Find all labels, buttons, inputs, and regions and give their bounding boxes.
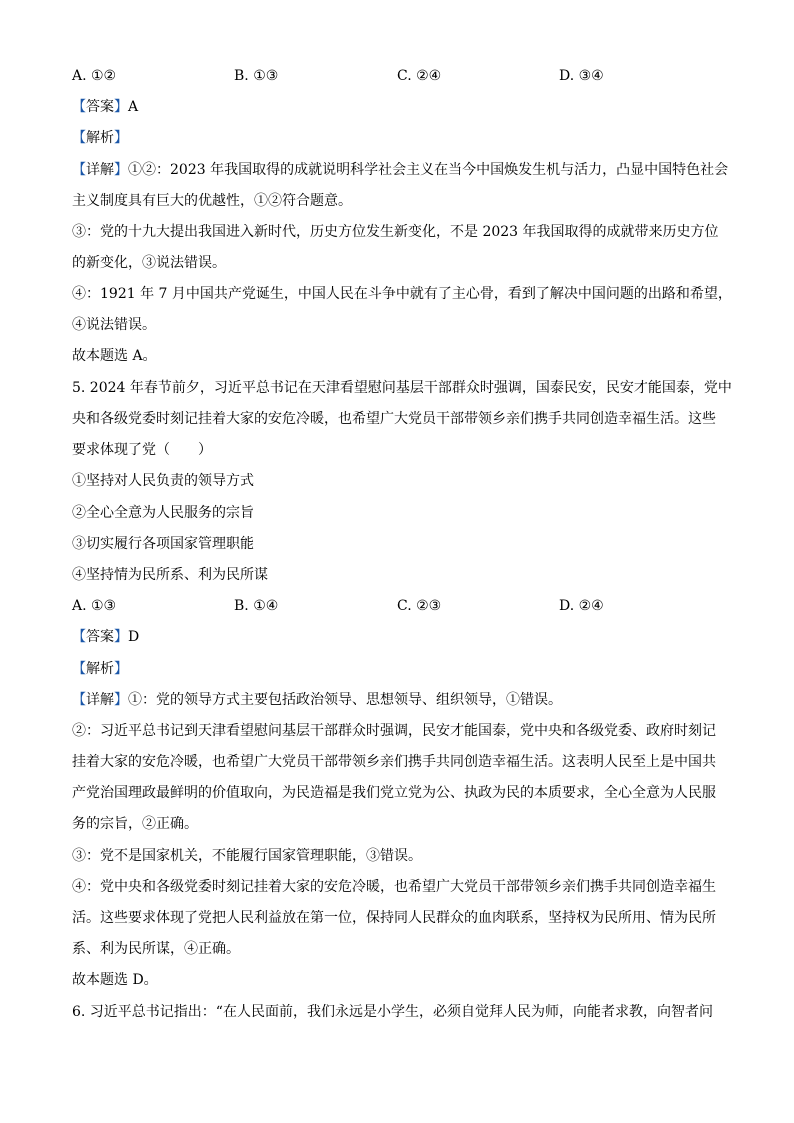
q5-statement: ①坚持对人民负责的领导方式 [72, 473, 254, 489]
q4-option-b: B. ①③ [234, 68, 279, 84]
q5-detail-line: 挂着大家的安危冷暖，也希望广大党员干部带领乡亲们携手共同创造幸福生活。这表明人民至上是中国共 [72, 754, 716, 770]
q4-option-c: C. ②④ [397, 68, 442, 84]
q5-detail-line: 产党治国理政最鲜明的价值取向，为民造福是我们党立党为公、执政为民的本质要求，全心全意为人民服 [72, 785, 716, 801]
q5-stem-line: 央和各级党委时刻记挂着大家的安危冷暖，也希望广大党员干部带领乡亲们携手共同创造幸福生活。这些 [72, 411, 716, 427]
q5-detail-line: 活。这些要求体现了党把人民利益放在第一位，保持同人民群众的血肉联系，坚持权为民所用、情为民所 [72, 910, 716, 926]
q4-options [72, 66, 732, 86]
q4-detail-line: 主义制度具有巨大的优越性，①②符合题意。 [72, 193, 352, 209]
q5-conclusion: 故本题选 D。 [72, 972, 158, 988]
answer-value: A [128, 99, 139, 115]
q5-detail-line: ③：党不是国家机关，不能履行国家管理职能，③错误。 [72, 848, 422, 864]
q5-option-b: B. ①④ [234, 598, 279, 614]
q5-option-a: A. ①③ [72, 598, 117, 614]
detail-label: 【详解】 [72, 162, 128, 178]
q4-option-d: D. ③④ [559, 68, 604, 84]
q5-option-c: C. ②③ [397, 598, 442, 614]
answer-label: 【答案】 [72, 629, 128, 645]
q5-analysis-label: 【解析】 [72, 661, 128, 677]
q4-detail-line: 的新变化，③说法错误。 [72, 255, 226, 271]
q4-analysis-label: 【解析】 [72, 130, 128, 146]
q5-detail-line: 系、利为民所谋，④正确。 [72, 941, 240, 957]
q5-statement: ④坚持情为民所系、利为民所谋 [72, 567, 268, 583]
q5-answer [72, 627, 732, 647]
q5-stem-line: 5. 2024 年春节前夕，习近平总书记在天津看望慰问基层干部群众时强调，国泰民安，民安才能国泰，党中 [72, 380, 732, 396]
q5-statement: ②全心全意为人民服务的宗旨 [72, 505, 254, 521]
q4-conclusion: 故本题选 A。 [72, 348, 157, 364]
q5-detail-line [72, 690, 732, 710]
q5-detail-line: 务的宗旨，②正确。 [72, 816, 198, 832]
q5-statement: ③切实履行各项国家管理职能 [72, 536, 254, 552]
q4-detail-line: ④说法错误。 [72, 317, 156, 333]
q4-option-a: A. ①② [72, 68, 117, 84]
q4-detail-line: ④：1921 年 7 月中国共产党诞生，中国人民在斗争中就有了主心骨，看到了解决中国问题的出路和希望， [72, 286, 732, 302]
q5-options [72, 596, 732, 616]
q6-stem-line: 6. 习近平总书记指出：“在人民面前，我们永远是小学生，必须自觉拜人民为师，向能者求教，向智者问 [72, 1004, 713, 1020]
answer-label: 【答案】 [72, 99, 128, 115]
answer-value: D [128, 629, 140, 645]
detail-text: ①②：2023 年我国取得的成就说明科学社会主义在当今中国焕发生机与活力，凸显中国特色社会 [128, 162, 729, 178]
detail-text: ①：党的领导方式主要包括政治领导、思想领导、组织领导，①错误。 [128, 692, 562, 708]
detail-label: 【详解】 [72, 692, 128, 708]
q5-stem-line: 要求体现了党（ ） [72, 442, 212, 458]
q4-detail-line: ③：党的十九大提出我国进入新时代，历史方位发生新变化，不是 2023 年我国取得的成就带来历史方位 [72, 224, 719, 240]
q5-detail-line: ②：习近平总书记到天津看望慰问基层干部群众时强调，民安才能国泰，党中央和各级党委、政府时刻记 [72, 723, 716, 739]
q4-detail-line [72, 160, 732, 180]
q5-detail-line: ④：党中央和各级党委时刻记挂着大家的安危冷暖，也希望广大党员干部带领乡亲们携手共同创造幸福生 [72, 879, 716, 895]
q4-answer [72, 97, 732, 117]
q5-option-d: D. ②④ [559, 598, 604, 614]
